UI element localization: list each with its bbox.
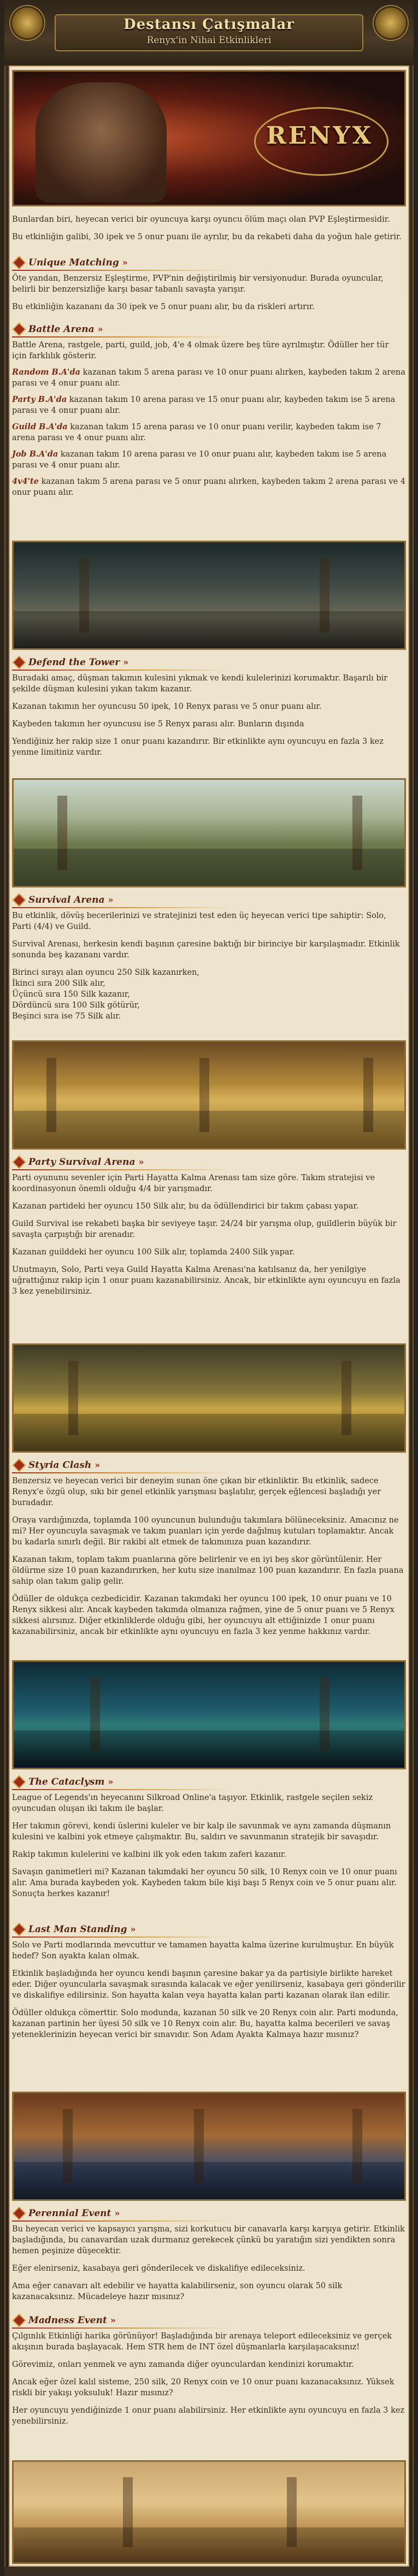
paragraph: Ödüller de oldukça cezbedicidir. Kazanan takımdaki her oyuncu 100 ipek, 10 onur puanı ve 10 Renyx sikkesi alır. Ancak kaybeden takımda olmanıza rağmen, yine de 5 onur puanı ve 5 Renyx sikkesi alırsınız. Diğer etkinliklerde olduğu gibi, her oyuncuyu alt ettiğinizde 1 onur puanı kazanabilirsiniz, ancak bir etkinlikte aynı oyuncuyu en fazla 3 kez yenme hakkınız vardır. [12, 1595, 395, 1636]
diamond-bullet-icon [14, 257, 25, 268]
double-arrow-icon: » [130, 1924, 136, 1934]
heading-underline [12, 1472, 231, 1473]
heading-underline [12, 2328, 231, 2329]
paragraph: Kazanan guilddeki her oyuncu 100 Silk alır, toplamda 2400 Silk yapar. [12, 1248, 295, 1257]
item-text: kazanan takım 15 arena parası ve 10 onur puanı verilir, kaybeden takım ise 7 arena parası ve 4 onur puanı alır. [12, 423, 381, 442]
cataclysm-screenshot [12, 1660, 406, 1769]
section-title: Survival Arena [28, 895, 105, 905]
section-heading-the-cataclysm [12, 1775, 231, 1789]
section-body-madness-event [12, 2331, 405, 2427]
diamond-bullet-icon [14, 1157, 25, 1168]
section-title: Last Man Standing [28, 1924, 127, 1935]
paragraph: Görevimiz, onları yenmek ve aynı zamanda diğer oyunculardan kendinizi korumaktır. [12, 2360, 354, 2369]
intro-text [12, 214, 405, 242]
section-title: Perennial Event [28, 2208, 111, 2219]
item-lead: Guild B.A'da [12, 422, 68, 431]
item-lead: Job B.A'da [12, 449, 58, 459]
paragraph: Buradaki amaç, düşman takımın kulesini yıkmak ve kendi kulelerinizi korumaktır. Başarılı bir şekilde düşman kulesini yıkan takım kazanır. [12, 674, 388, 694]
diamond-bullet-icon [14, 324, 25, 335]
double-arrow-icon: » [110, 2315, 116, 2325]
section-body-last-man-standing [12, 1940, 405, 2040]
section-title: Defend the Tower [28, 657, 120, 668]
heading-underline [12, 1169, 231, 1170]
paragraph: Savaşın ganimetleri mi? Kazanan takımdaki her oyuncu 50 silk, 10 Renyx coin ve 10 onur puanı alır. Ama burada kaybeden yok. Kaybeden takım bile kişi başı 5 Renyx coin ve 5 onur puanı alır. Sonuçta herkes kazanır! [12, 1868, 397, 1898]
paragraph: Bu etkinlik, dövüş becerilerinizi ve stratejinizi test eden üç heyecan verici tipe sahiptir: Solo, Parti (4/4) ve Guild. [12, 911, 386, 931]
double-arrow-icon: » [114, 2208, 120, 2218]
party-survival-arena-screenshot [12, 1040, 406, 1150]
item-text: kazanan takım 10 arena parası ve 10 onur puanı alır, kaybeden takım ise 5 arena parası ve 4 onur puanı alır. [12, 450, 387, 470]
section-heading-madness-event [12, 2313, 231, 2328]
double-arrow-icon: » [108, 1776, 114, 1787]
heading-underline [12, 1937, 231, 1938]
floor-shape [14, 1111, 404, 1148]
diamond-bullet-icon [14, 895, 25, 905]
floor-shape [14, 2527, 404, 2562]
paragraph: League of Legends'ın heyecanını Silkroad Online'a taşıyor. Etkinlik, rastgele seçilen sekiz oyuncudan oluşan iki takım ile başlar. [12, 1793, 373, 1813]
styria-clash-screenshot [12, 1343, 406, 1453]
section-body-survival-arena [12, 910, 405, 1022]
section-heading-last-man-standing [12, 1922, 231, 1937]
section-body-unique-matching [12, 273, 405, 312]
section-heading-battle-arena [12, 322, 231, 336]
section-heading-unique-matching [12, 256, 231, 270]
perennial-event-screenshot [12, 2092, 406, 2201]
paragraph: Etkinlik başladığında her oyuncu kendi başının çaresine bakar ya da partisiyle birlikte hareket eder. Diğer oyuncularla savaşmak sırasında kalacak ve eğer yenilirseniz, kasabaya geri gönderilir ve diskalifiye edilirsiniz. Son hayatta kalan veya hayatta kalan parti kazanan olarak ilan edilir. [12, 1969, 405, 2000]
section-heading-defend-the-tower [12, 655, 231, 670]
floor-shape [14, 1731, 404, 1768]
double-arrow-icon: » [138, 1157, 144, 1167]
paragraph: Yendiğiniz her rakip size 1 onur puanı kazandırır. Bir etkinlikte aynı oyuncuyu en fazla 3 kez yenme limitiniz vardır. [12, 737, 384, 757]
paragraph: Survival Arenası, herkesin kendi başının çaresine baktığı bir birinciye bir karşılaşmadır. Etkinlik sonunda beş kazananı vardır. [12, 940, 400, 960]
floor-shape [14, 1414, 404, 1451]
paragraph: Kazanan takım, toplam takım puanlarına göre belirlenir ve en iyi beş skor görüntülenir. Her öldürme size 10 puan kazandırırken, her kutu size inanılmaz 100 puan kazandırır. En fazla puana sahip olan takım galip gelir. [12, 1555, 404, 1586]
battle-arena-item [12, 449, 405, 471]
item-text: kazanan takım 10 arena parası ve 15 onur puanı alır, kaybeden takım ise 5 arena parası ve 4 onur puanı alır. [12, 395, 396, 415]
paragraph: Parti oyununu sevenler için Parti Hayatta Kalma Arenası tam size göre. Takım stratejisi ve koordinasyonun önemli olduğu 4/4 bir yarışmadır. [12, 1174, 375, 1193]
paragraph: Kaybeden takımın her oyuncusu ise 5 Renyx parası alır. Bunların dışında [12, 720, 304, 729]
paragraph: Battle Arena, rastgele, parti, guild, job, 4'e 4 olmak üzere beş türe ayrılmıştır. Ödüller her tür için farklılık gösterir. [12, 341, 389, 360]
floor-shape [14, 611, 404, 648]
paragraph: Öte yandan, Benzersiz Eşleştirme, PVP'nin değiştirilmiş bir versiyonudur. Burada oyuncular, belirli bir benzersizliğe karşı basar tabanlı savaşta yarışır. [12, 274, 384, 294]
paragraph: Ama eğer canavarı alt edebilir ve hayatta kalabilirseniz, son oyuncu olarak 50 silk kazanacaksınız. Mücadeleye hazır mısınız? [12, 2282, 343, 2301]
section-heading-survival-arena [12, 893, 231, 907]
item-lead: 4v4'te [12, 477, 39, 486]
section-title: Party Survival Arena [28, 1157, 136, 1168]
heading-underline [12, 670, 231, 671]
intro-paragraph: Bunlardan biri, heyecan verici bir oyuncuya karşı oyuncu ölüm maçı olan PVP Eşleştirmesidir. [12, 215, 390, 224]
section-body-battle-arena [12, 340, 405, 498]
renyx-logo: RENYX [266, 122, 373, 150]
section-title: Styria Clash [28, 1460, 92, 1471]
double-arrow-icon: » [108, 895, 114, 905]
paragraph: Her oyuncuyu yendiğinizde 1 onur puanı alabilirsiniz. Her etkinlikte aynı oyuncuyu en fazla 3 kez yenebilirsiniz. [12, 2406, 405, 2426]
double-arrow-icon: » [97, 324, 103, 334]
item-text: kazanan takım 5 arena parası ve 10 onur puanı alırken, kaybeden takım 2 arena parası ve 4 onur puanı alır. [12, 368, 405, 388]
floor-shape [14, 2162, 404, 2199]
madness-event-screenshot [12, 2460, 406, 2564]
double-arrow-icon: » [95, 1460, 101, 1470]
hero-figure-image [36, 82, 167, 203]
battle-arena-item [12, 367, 405, 389]
intro-paragraph: Bu etkinliğin galibi, 30 ipek ve 5 onur puanı ile ayrılır, bu da rekabeti daha da yoğun hale getirir. [12, 233, 402, 241]
section-title: Unique Matching [28, 257, 119, 268]
paragraph: Çılgınlık Etkinliği harika görünüyor! Başladığında bir arenaya teleport edileceksiniz ve gerçek akışının burada başlayacak. Hem STR hem de INT özel düşmanlarla karşılaşacaksınız! [12, 2332, 392, 2352]
heading-underline [12, 1789, 231, 1790]
heading-underline [12, 270, 231, 271]
section-body-defend-the-tower [12, 673, 405, 758]
section-body-the-cataclysm [12, 1792, 405, 1899]
double-arrow-icon: » [122, 257, 128, 268]
heading-underline [12, 907, 231, 908]
diamond-bullet-icon [14, 1460, 25, 1471]
diamond-bullet-icon [14, 2208, 25, 2219]
paragraph: Kazanan takımın her oyuncusu 50 ipek, 10 Renyx parası ve 5 onur puanı alır. [12, 702, 322, 711]
battle-arena-item [12, 422, 405, 443]
header [4, 0, 414, 66]
battle-arena-item [12, 476, 405, 498]
paragraph: Ödüller oldukça cömerttir. Solo modunda, kazanan 50 silk ve 20 Renyx coin alır. Parti modunda, kazanan partinin her üyesi 50 silk ve 10 Renyx coin alır. Bu, hayatta kalma becerileri ve savaş yeteneklerinizin heyecan verici bir sınavıdır. Son Adam Ayakta Kalmaya hazır mısınız? [12, 2009, 398, 2039]
section-body-party-survival-arena [12, 1172, 405, 1297]
section-body-perennial-event [12, 2224, 405, 2302]
section-title: Battle Arena [28, 324, 95, 335]
paragraph: Oraya vardığınızda, toplamda 100 oyuncunun bulunduğu takımlara bölüneceksiniz. Amacınız ne mi? Her oyuncuyla savaşmak ve takım puanları için yerde dağılmış kutuları toplamaktır. Ancak bu kadarla sınırlı değil. Bir rakibi alt etmek de takımınıza puan kazandırır. [12, 1516, 399, 1547]
item-text: kazanan takım 5 arena parası ve 5 onur puanı alırken, kaybeden takım 2 arena parası ve 4 onur puanı alır. [12, 477, 405, 497]
defend-the-tower-screenshot [12, 541, 406, 650]
paragraph: Rakip takımın kulelerini ve kalbini ilk yok eden takım zaferi kazanır. [12, 1850, 286, 1859]
heading-underline [12, 336, 231, 337]
paragraph: Ancak eğer özel kalıl sisteme, 250 silk, 20 Renyx coin ve 10 onur puanı kazanacaksınız. Yüksek riskli bir yakışı yoksuluk! Hazır mısınız? [12, 2378, 395, 2397]
paragraph: Kazanan partideki her oyuncu 150 Silk alır, bu da ödüllendirici bir takım çabası yapar. [12, 1202, 359, 1211]
survival-arena-screenshot [12, 778, 406, 887]
section-heading-party-survival-arena [12, 1155, 231, 1169]
paragraph: Bu heyecan verici ve kapsayıcı yarışma, sizi korkutucu bir canavarla karşı karşıya getirir. Etkinlik başladığında, bu canavardan uzak durmanız gerekecek çünkü bu yaratığın sizi yendikten sonra hemen peşinize düşecektir. [12, 2225, 405, 2255]
diamond-bullet-icon [14, 1776, 25, 1787]
paragraph: Unutmayın, Solo, Parti veya Guild Hayatta Kalma Arenası'na katılsanız da, her yenilgiye uğrattığınız rakip için 1 onur puanı kazanabilirsiniz. Ancak, bir etkinlikte aynı oyuncuyu en fazla 3 kez yenebilirsiniz. [12, 1265, 401, 1296]
floor-shape [14, 849, 404, 886]
section-title: Madness Event [28, 2315, 107, 2326]
section-title: The Cataclysm [28, 1776, 105, 1787]
prize-list: Birinci sırayı alan oyuncu 250 Silk kazanırken, İkinci sıra 200 Silk alır, Üçüncü sıra 150 Silk kazanır, Dördüncü sıra 100 Silk götürür, Beşinci sıra ise 75 Silk alır. [12, 968, 200, 1021]
paragraph: Her takımın görevi, kendi üslerini kuleler ve bir kalp ile savunmak ve aynı zamanda düşmanın kulesini ve kalbini yok etmeye çalışmaktır. Bu, saldırı ve savunmanın stratejik bir savaşıdır. [12, 1822, 391, 1841]
paragraph: Guild Survival ise rekabeti başka bir seviyeye taşır. 24/24 bir yarışma olup, guildlerin büyük bir savaşta çarpıştığı bir arenadır. [12, 1219, 397, 1239]
paragraph: Solo ve Parti modlarında mevcuttur ve tamamen hayatta kalma üzerine kurulmuştur. En büyük hedef? Son ayakta kalan olmak. [12, 1941, 394, 1961]
hero-banner [12, 70, 406, 206]
item-lead: Random B.A'da [12, 368, 81, 377]
paragraph: Benzersiz ve heyecan verici bir deneyim sunan öne çıkan bir etkinliktir. Bu etkinlik, sadece Renyx'e özgü olup, sıkı bir genel etkinlik yarışması başlatılır, gerçek eğlencesi başladığı yer buradadır. [12, 1477, 381, 1507]
section-heading-perennial-event [12, 2206, 231, 2220]
battle-arena-item [12, 394, 405, 416]
diamond-bullet-icon [14, 2315, 25, 2326]
page-subtitle: Renyx'in Nihai Etkinlikleri [146, 35, 272, 46]
section-body-styria-clash [12, 1476, 405, 1637]
footer-bar [4, 2567, 414, 2576]
diamond-bullet-icon [14, 1924, 25, 1935]
page-title: Destansı Çatışmalar [123, 16, 295, 33]
section-heading-styria-clash [12, 1458, 231, 1472]
heading-underline [12, 2220, 231, 2222]
paragraph: Eğer elenirseniz, kasabaya geri gönderilecek ve diskalifiye edileceksiniz. [12, 2264, 305, 2273]
paragraph: Bu etkinliğin kazananı da 30 ipek ve 5 onur puanı alır, bu da riskleri artırır. [12, 303, 315, 311]
double-arrow-icon: » [123, 657, 129, 667]
item-lead: Party B.A'da [12, 395, 67, 404]
diamond-bullet-icon [14, 657, 25, 668]
